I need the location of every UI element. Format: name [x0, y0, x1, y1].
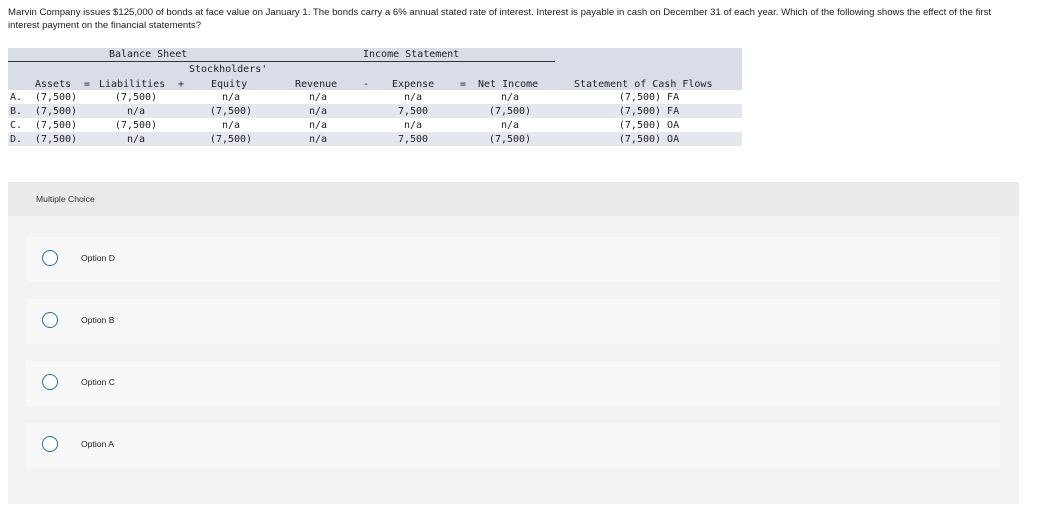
header-stockholders: Stockholders' [189, 64, 268, 75]
cell-equity: (7,500) [209, 134, 253, 145]
question-text: Marvin Company issues $125,000 of bonds at face value on January 1. The bonds carry a 6% annual stated rate of interest. Interest is payable in cash on December 31 of each year. Which of the following shows the effect of the first interest payment on the financial statements? [8, 7, 992, 31]
header-equals-2: = [460, 79, 467, 90]
cell-cash-flows: (7,500) FA [618, 92, 680, 103]
answer-option-a[interactable] [26, 423, 1000, 468]
cell-assets: (7,500) [34, 92, 78, 103]
header-cash-flows: Statement of Cash Flows [574, 79, 713, 90]
answer-option-b[interactable] [26, 299, 1000, 344]
cell-net-income: (7,500) [488, 106, 532, 117]
cell-liabilities: n/a [126, 134, 146, 145]
radio-button-icon[interactable] [42, 436, 58, 452]
cell-equity: n/a [221, 120, 241, 131]
header-expense: Expense [392, 79, 435, 90]
multiple-choice-header [8, 182, 1019, 216]
header-plus: + [178, 79, 185, 90]
answer-option-d[interactable] [26, 237, 1000, 282]
option-label: Option A [81, 439, 114, 449]
cell-liabilities: (7,500) [114, 120, 158, 131]
balance-sheet-rule [8, 61, 298, 62]
option-label: Option C [81, 377, 115, 387]
cell-revenue: n/a [308, 92, 328, 103]
cell-revenue: n/a [308, 106, 328, 117]
header-equity: Equity [211, 79, 248, 90]
header-revenue: Revenue [295, 79, 338, 90]
multiple-choice-panel [8, 182, 1019, 504]
cell-net-income: n/a [500, 120, 520, 131]
cell-net-income: (7,500) [488, 134, 532, 145]
cell-expense: 7,500 [397, 134, 429, 145]
header-net-income: Net Income [478, 79, 539, 90]
cell-cash-flows: (7,500) FA [618, 106, 680, 117]
radio-button-icon[interactable] [42, 250, 58, 266]
cell-assets: (7,500) [34, 106, 78, 117]
cell-cash-flows: (7,500) OA [618, 120, 680, 131]
cell-liabilities: (7,500) [114, 92, 158, 103]
header-liabilities: Liabilities [99, 79, 166, 90]
answer-option-c[interactable] [26, 361, 1000, 406]
cell-equity: (7,500) [209, 106, 253, 117]
row-letter: C. [10, 120, 23, 131]
income-statement-title: Income Statement [363, 49, 460, 60]
row-letter: D. [10, 134, 23, 145]
cell-expense: n/a [403, 92, 423, 103]
financial-statement-table [8, 48, 742, 148]
cell-assets: (7,500) [34, 134, 78, 145]
multiple-choice-label: Multiple Choice [36, 194, 95, 204]
income-statement-rule [288, 61, 555, 62]
cell-assets: (7,500) [34, 120, 78, 131]
option-label: Option D [81, 253, 115, 263]
cell-net-income: n/a [500, 92, 520, 103]
row-letter: B. [10, 106, 23, 117]
header-assets: Assets [35, 79, 72, 90]
radio-button-icon[interactable] [42, 374, 58, 390]
cell-equity: n/a [221, 92, 241, 103]
option-label: Option B [81, 315, 115, 325]
radio-button-icon[interactable] [42, 312, 58, 328]
balance-sheet-title: Balance Sheet [109, 49, 188, 60]
row-letter: A. [10, 92, 23, 103]
cell-cash-flows: (7,500) OA [618, 134, 680, 145]
cell-revenue: n/a [308, 120, 328, 131]
cell-liabilities: n/a [126, 106, 146, 117]
cell-revenue: n/a [308, 134, 328, 145]
cell-expense: n/a [403, 120, 423, 131]
header-minus: - [363, 79, 370, 90]
cell-expense: 7,500 [397, 106, 429, 117]
header-equals-1: = [84, 79, 91, 90]
